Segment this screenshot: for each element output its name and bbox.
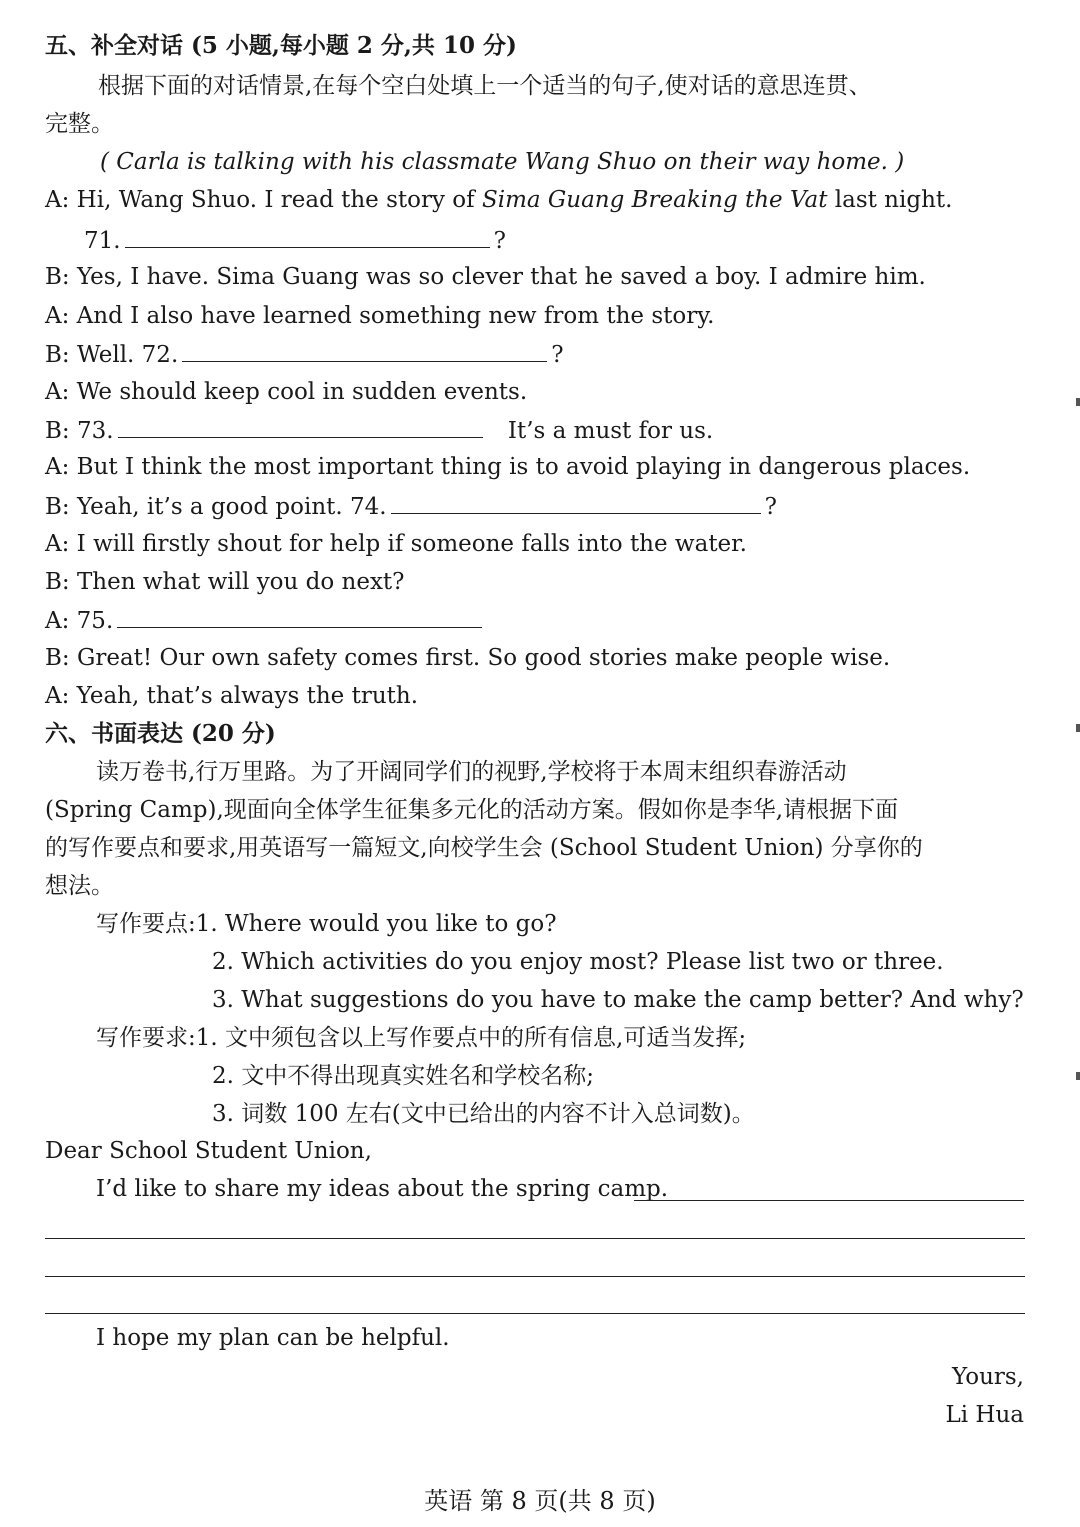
dialogue-text: Hi, Wang Shuo. I read the story of (76, 187, 482, 213)
writing-req-3: 3. 词数 100 左右(文中已给出的内容不计入总词数)。 (212, 1101, 755, 1127)
speaker-label: A: (45, 683, 70, 709)
writing-line-1[interactable] (45, 1238, 1025, 1239)
dialogue-line-9 (45, 491, 777, 522)
speaker-label: B: (45, 342, 70, 368)
dialogue-text: But I think the most important thing is to avoid playing in dangerous places. (76, 454, 971, 480)
dialogue-text: last night. (827, 187, 953, 213)
writing-point-2: 2. Which activities do you enjoy most? Please list two or three. (212, 949, 944, 975)
question-71 (84, 225, 506, 256)
speaker-label: A: (45, 303, 70, 329)
section-5-heading: 五、补全对话 (5 小题,每小题 2 分,共 10 分) (45, 32, 517, 59)
dialogue-line-7 (45, 415, 713, 446)
section-5-instruction-line-1: 根据下面的对话情景,在每个空白处填上一个适当的句子,使对话的意思连贯、 (98, 73, 872, 99)
question-mark: ? (551, 342, 564, 368)
letter-salutation: Dear School Student Union, (45, 1138, 372, 1164)
speaker-label: A: (45, 454, 70, 480)
dialogue-line-10 (45, 529, 747, 559)
dialogue-text: We should keep cool in sudden events. (76, 379, 528, 405)
writing-points-row-1 (96, 909, 557, 939)
writing-req-2: 2. 文中不得出现真实姓名和学校名称; (212, 1063, 595, 1089)
speaker-label: A: (45, 187, 70, 213)
section-6-paragraph-line-2: (Spring Camp),现面向全体学生征集多元化的活动方案。假如你是李华,请根据下面 (45, 797, 899, 823)
scan-mark (1076, 1072, 1080, 1080)
answer-blank-71[interactable] (125, 225, 490, 248)
dialogue-text: I will firstly shout for help if someone falls into the water. (76, 531, 747, 557)
writing-point-1: 1. Where would you like to go? (195, 911, 557, 937)
dialogue-text: Yeah, it’s a good point. 74. (76, 494, 387, 520)
letter-closing: I hope my plan can be helpful. (96, 1325, 450, 1351)
dialogue-line-11 (45, 567, 405, 597)
writing-line-2[interactable] (45, 1276, 1025, 1277)
dialogue-text: Yes, I have. Sima Guang was so clever that he saved a boy. I admire him. (76, 264, 926, 290)
speaker-label: B: (45, 645, 70, 671)
question-mark: ? (764, 494, 777, 520)
dialogue-line-3 (45, 262, 926, 292)
dialogue-text: 73. (76, 418, 114, 444)
scan-mark (1076, 724, 1080, 732)
speaker-label: B: (45, 494, 70, 520)
dialogue-line-13 (45, 643, 890, 673)
answer-blank-73[interactable] (118, 415, 483, 438)
dialogue-text: Well. 72. (76, 342, 179, 368)
speaker-label: A: (45, 379, 70, 405)
writing-line-0[interactable] (634, 1178, 1024, 1201)
writing-req-1: 1. 文中须包含以上写作要点中的所有信息,可适当发挥; (195, 1025, 747, 1051)
dialogue-line-12 (45, 605, 486, 636)
section-5-instruction-line-2: 完整。 (45, 111, 114, 137)
section-6-paragraph-line-1: 读万卷书,行万里路。为了开阔同学们的视野,学校将于本周末组织春游活动 (96, 759, 847, 785)
dialogue-line-5 (45, 339, 564, 370)
dialogue-line-4 (45, 301, 714, 331)
dialogue-text: Then what will you do next? (76, 569, 405, 595)
writing-reqs-label: 写作要求: (96, 1025, 196, 1051)
writing-point-3: 3. What suggestions do you have to make the camp better? And why? (212, 987, 1024, 1013)
writing-line-3[interactable] (45, 1313, 1025, 1314)
dialogue-text: And I also have learned something new from the story. (76, 303, 715, 329)
dialogue-line-1 (45, 185, 952, 215)
writing-reqs-row-1 (96, 1023, 746, 1053)
dialogue-line-8 (45, 452, 970, 482)
dialogue-context: ( Carla is talking with his classmate Wang Shuo on their way home. ) (100, 149, 905, 175)
letter-opening (96, 1174, 668, 1204)
page-footer: 英语 第 8 页(共 8 页) (424, 1487, 656, 1515)
question-mark: ? (493, 228, 506, 254)
dialogue-text: It’s a must for us. (507, 418, 714, 444)
section-6-paragraph-line-3: 的写作要点和要求,用英语写一篇短文,向校学生会 (School Student Union) 分享你的 (45, 835, 923, 861)
dialogue-text: 75. (76, 608, 114, 634)
writing-points-label: 写作要点: (96, 911, 196, 937)
speaker-label: B: (45, 418, 70, 444)
story-title: Sima Guang Breaking the Vat (481, 187, 828, 213)
question-number: 71. (84, 228, 121, 254)
dialogue-line-14 (45, 681, 418, 711)
dialogue-text: Yeah, that’s always the truth. (76, 683, 419, 709)
speaker-label: B: (45, 569, 70, 595)
speaker-label: A: (45, 608, 70, 634)
answer-blank-75[interactable] (117, 605, 482, 628)
letter-opening-text: I’d like to share my ideas about the spring camp. (96, 1176, 669, 1202)
dialogue-line-6 (45, 377, 527, 407)
answer-blank-74[interactable] (391, 491, 761, 514)
scan-mark (1076, 398, 1080, 406)
answer-blank-72[interactable] (182, 339, 547, 362)
letter-signature: Li Hua (945, 1402, 1024, 1428)
section-6-heading: 六、书面表达 (20 分) (45, 720, 276, 747)
letter-signoff: Yours, (952, 1364, 1024, 1390)
speaker-label: A: (45, 531, 70, 557)
dialogue-text: Great! Our own safety comes first. So good stories make people wise. (76, 645, 891, 671)
speaker-label: B: (45, 264, 70, 290)
section-6-paragraph-line-4: 想法。 (45, 873, 114, 899)
